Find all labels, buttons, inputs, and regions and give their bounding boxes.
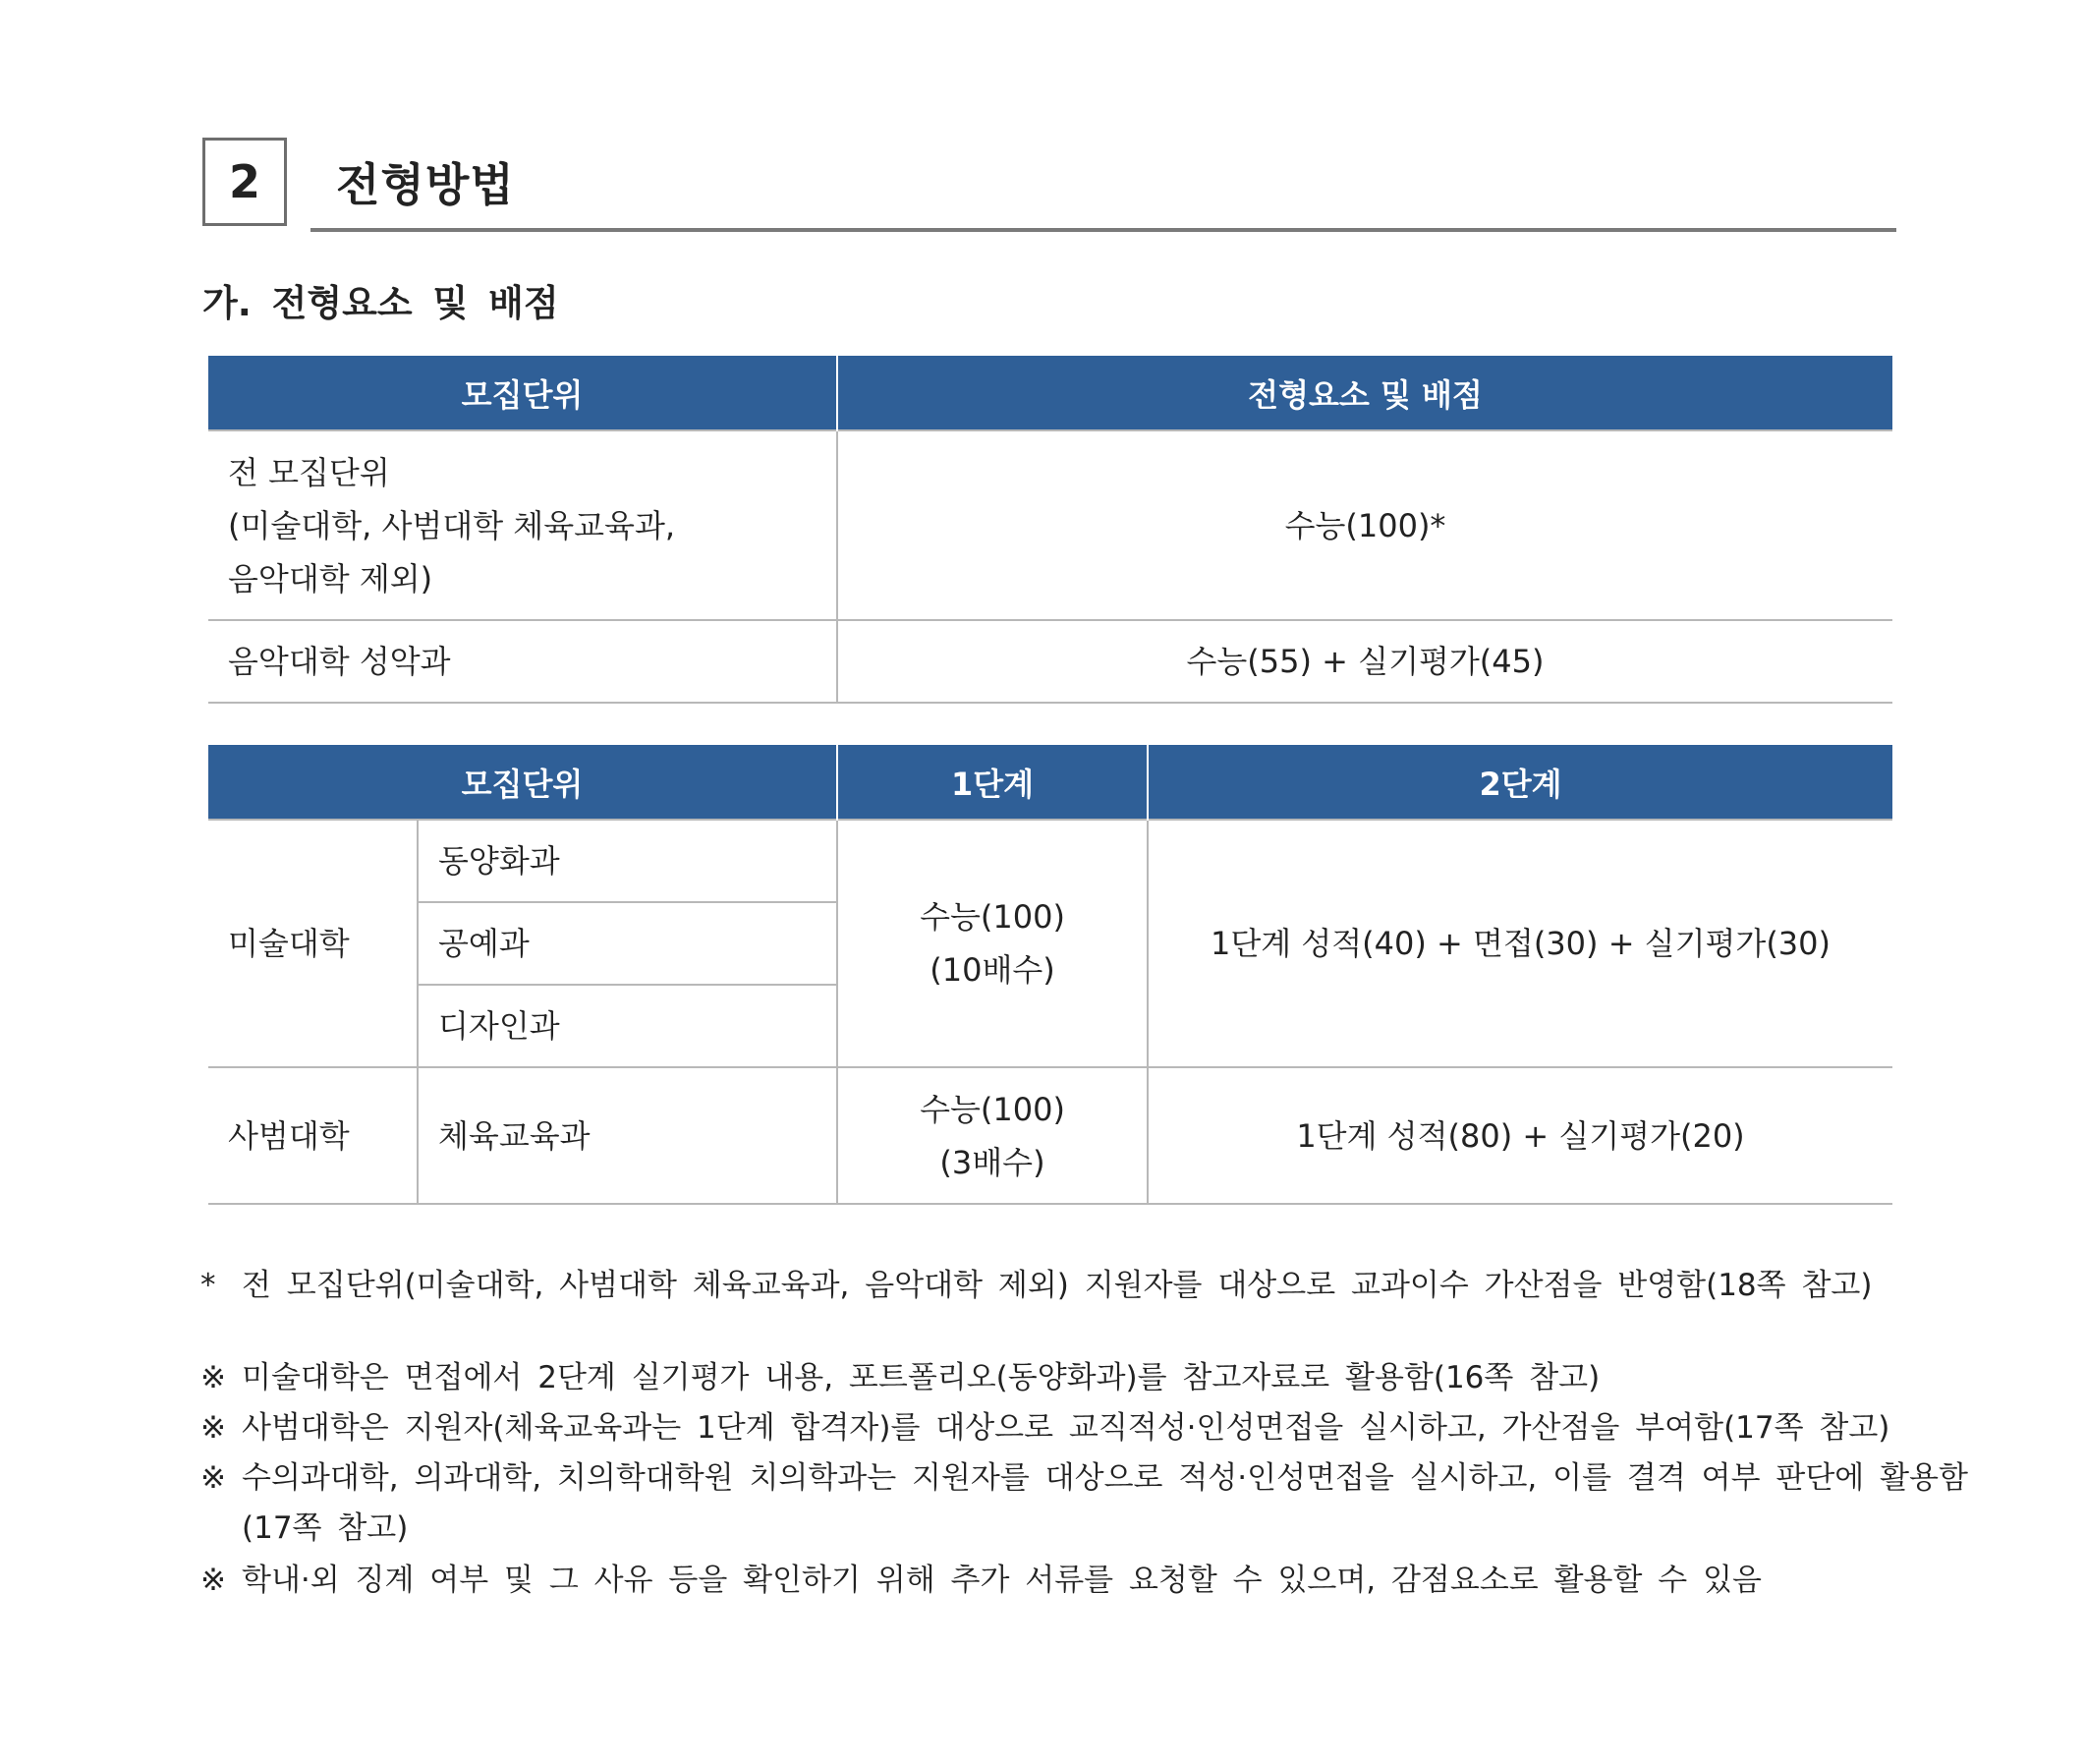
note-item: [200, 1452, 1968, 1497]
department-cell: 디자인과: [418, 985, 837, 1067]
stage1-line: (3배수): [939, 1143, 1045, 1181]
stage1-cell: [837, 1067, 1148, 1204]
note-item: [200, 1402, 1889, 1447]
unit-line: (미술대학, 사범대학 체육교육과,: [228, 506, 676, 544]
col-header-unit: 모집단위: [208, 356, 837, 430]
table-row: [208, 620, 1892, 703]
note-mark: ※: [200, 1563, 226, 1598]
section-number: 2: [202, 138, 287, 226]
note-item: [200, 1352, 1600, 1396]
note-continuation: (17쪽 참고): [242, 1510, 409, 1546]
table-header-row: [208, 356, 1892, 430]
section-divider: [310, 228, 1896, 232]
unit-line: 음악대학 제외): [228, 559, 433, 597]
col-header-unit: 모집단위: [208, 745, 837, 820]
note-mark: ※: [200, 1460, 226, 1496]
subsection-title: 가. 전형요소 및 배점: [202, 282, 559, 324]
section-header: [202, 138, 1896, 232]
stage2-cell: 1단계 성적(80) + 실기평가(20): [1148, 1067, 1892, 1204]
footnote-mark: *: [200, 1268, 216, 1303]
table-row: [208, 1067, 1892, 1204]
department-cell: 체육교육과: [418, 1067, 837, 1204]
footnote-text: 전 모집단위(미술대학, 사범대학 체육교육과, 음악대학 제외) 지원자를 대상으로 교과이수 가산점을 반영함(18쪽 참고): [242, 1268, 1873, 1303]
note-text: 학내·외 징계 여부 및 그 사유 등을 확인하기 위해 추가 서류를 요청할 수 있으며, 감점요소로 활용할 수 있음: [242, 1563, 1762, 1598]
stage1-line: 수능(100): [920, 1090, 1065, 1128]
department-cell: 공예과: [418, 902, 837, 985]
note-text: 미술대학은 면접에서 2단계 실기평가 내용, 포트폴리오(동양화과)를 참고자료로 활용함(16쪽 참고): [242, 1360, 1601, 1395]
college-cell: 미술대학: [208, 820, 418, 1067]
unit-line: 전 모집단위: [228, 453, 390, 491]
stage-table: [208, 745, 1892, 1205]
score-cell: 수능(55) + 실기평가(45): [837, 620, 1892, 703]
unit-cell: 음악대학 성악과: [208, 620, 837, 703]
note-mark: ※: [200, 1360, 226, 1395]
table-row: [208, 820, 1892, 902]
note-mark: ※: [200, 1410, 226, 1446]
unit-cell: [208, 430, 837, 620]
score-cell: 수능(100)*: [837, 430, 1892, 620]
note-text: 사범대학은 지원자(체육교육과는 1단계 합격자)를 대상으로 교직적성·인성면접을 실시하고, 가산점을 부여함(17쪽 참고): [242, 1410, 1890, 1446]
selection-elements-table: [208, 356, 1892, 704]
department-cell: 동양화과: [418, 820, 837, 902]
table-header-row: [208, 745, 1892, 820]
stage2-cell: 1단계 성적(40) + 면접(30) + 실기평가(30): [1148, 820, 1892, 1067]
college-cell: 사범대학: [208, 1067, 418, 1204]
section-title: 전형방법: [336, 158, 515, 211]
stage1-cell: [837, 820, 1148, 1067]
col-header-score: 전형요소 및 배점: [837, 356, 1892, 430]
note-text: 수의과대학, 의과대학, 치의학대학원 치의학과는 지원자를 대상으로 적성·인성면접을 실시하고, 이를 결격 여부 판단에 활용함: [242, 1460, 1968, 1496]
col-header-stage2: 2단계: [1148, 745, 1892, 820]
col-header-stage1: 1단계: [837, 745, 1148, 820]
footnote: [200, 1260, 1872, 1304]
stage1-line: (10배수): [930, 951, 1055, 989]
note-item: [200, 1555, 1762, 1599]
table-row: [208, 430, 1892, 620]
stage1-line: 수능(100): [920, 898, 1065, 936]
